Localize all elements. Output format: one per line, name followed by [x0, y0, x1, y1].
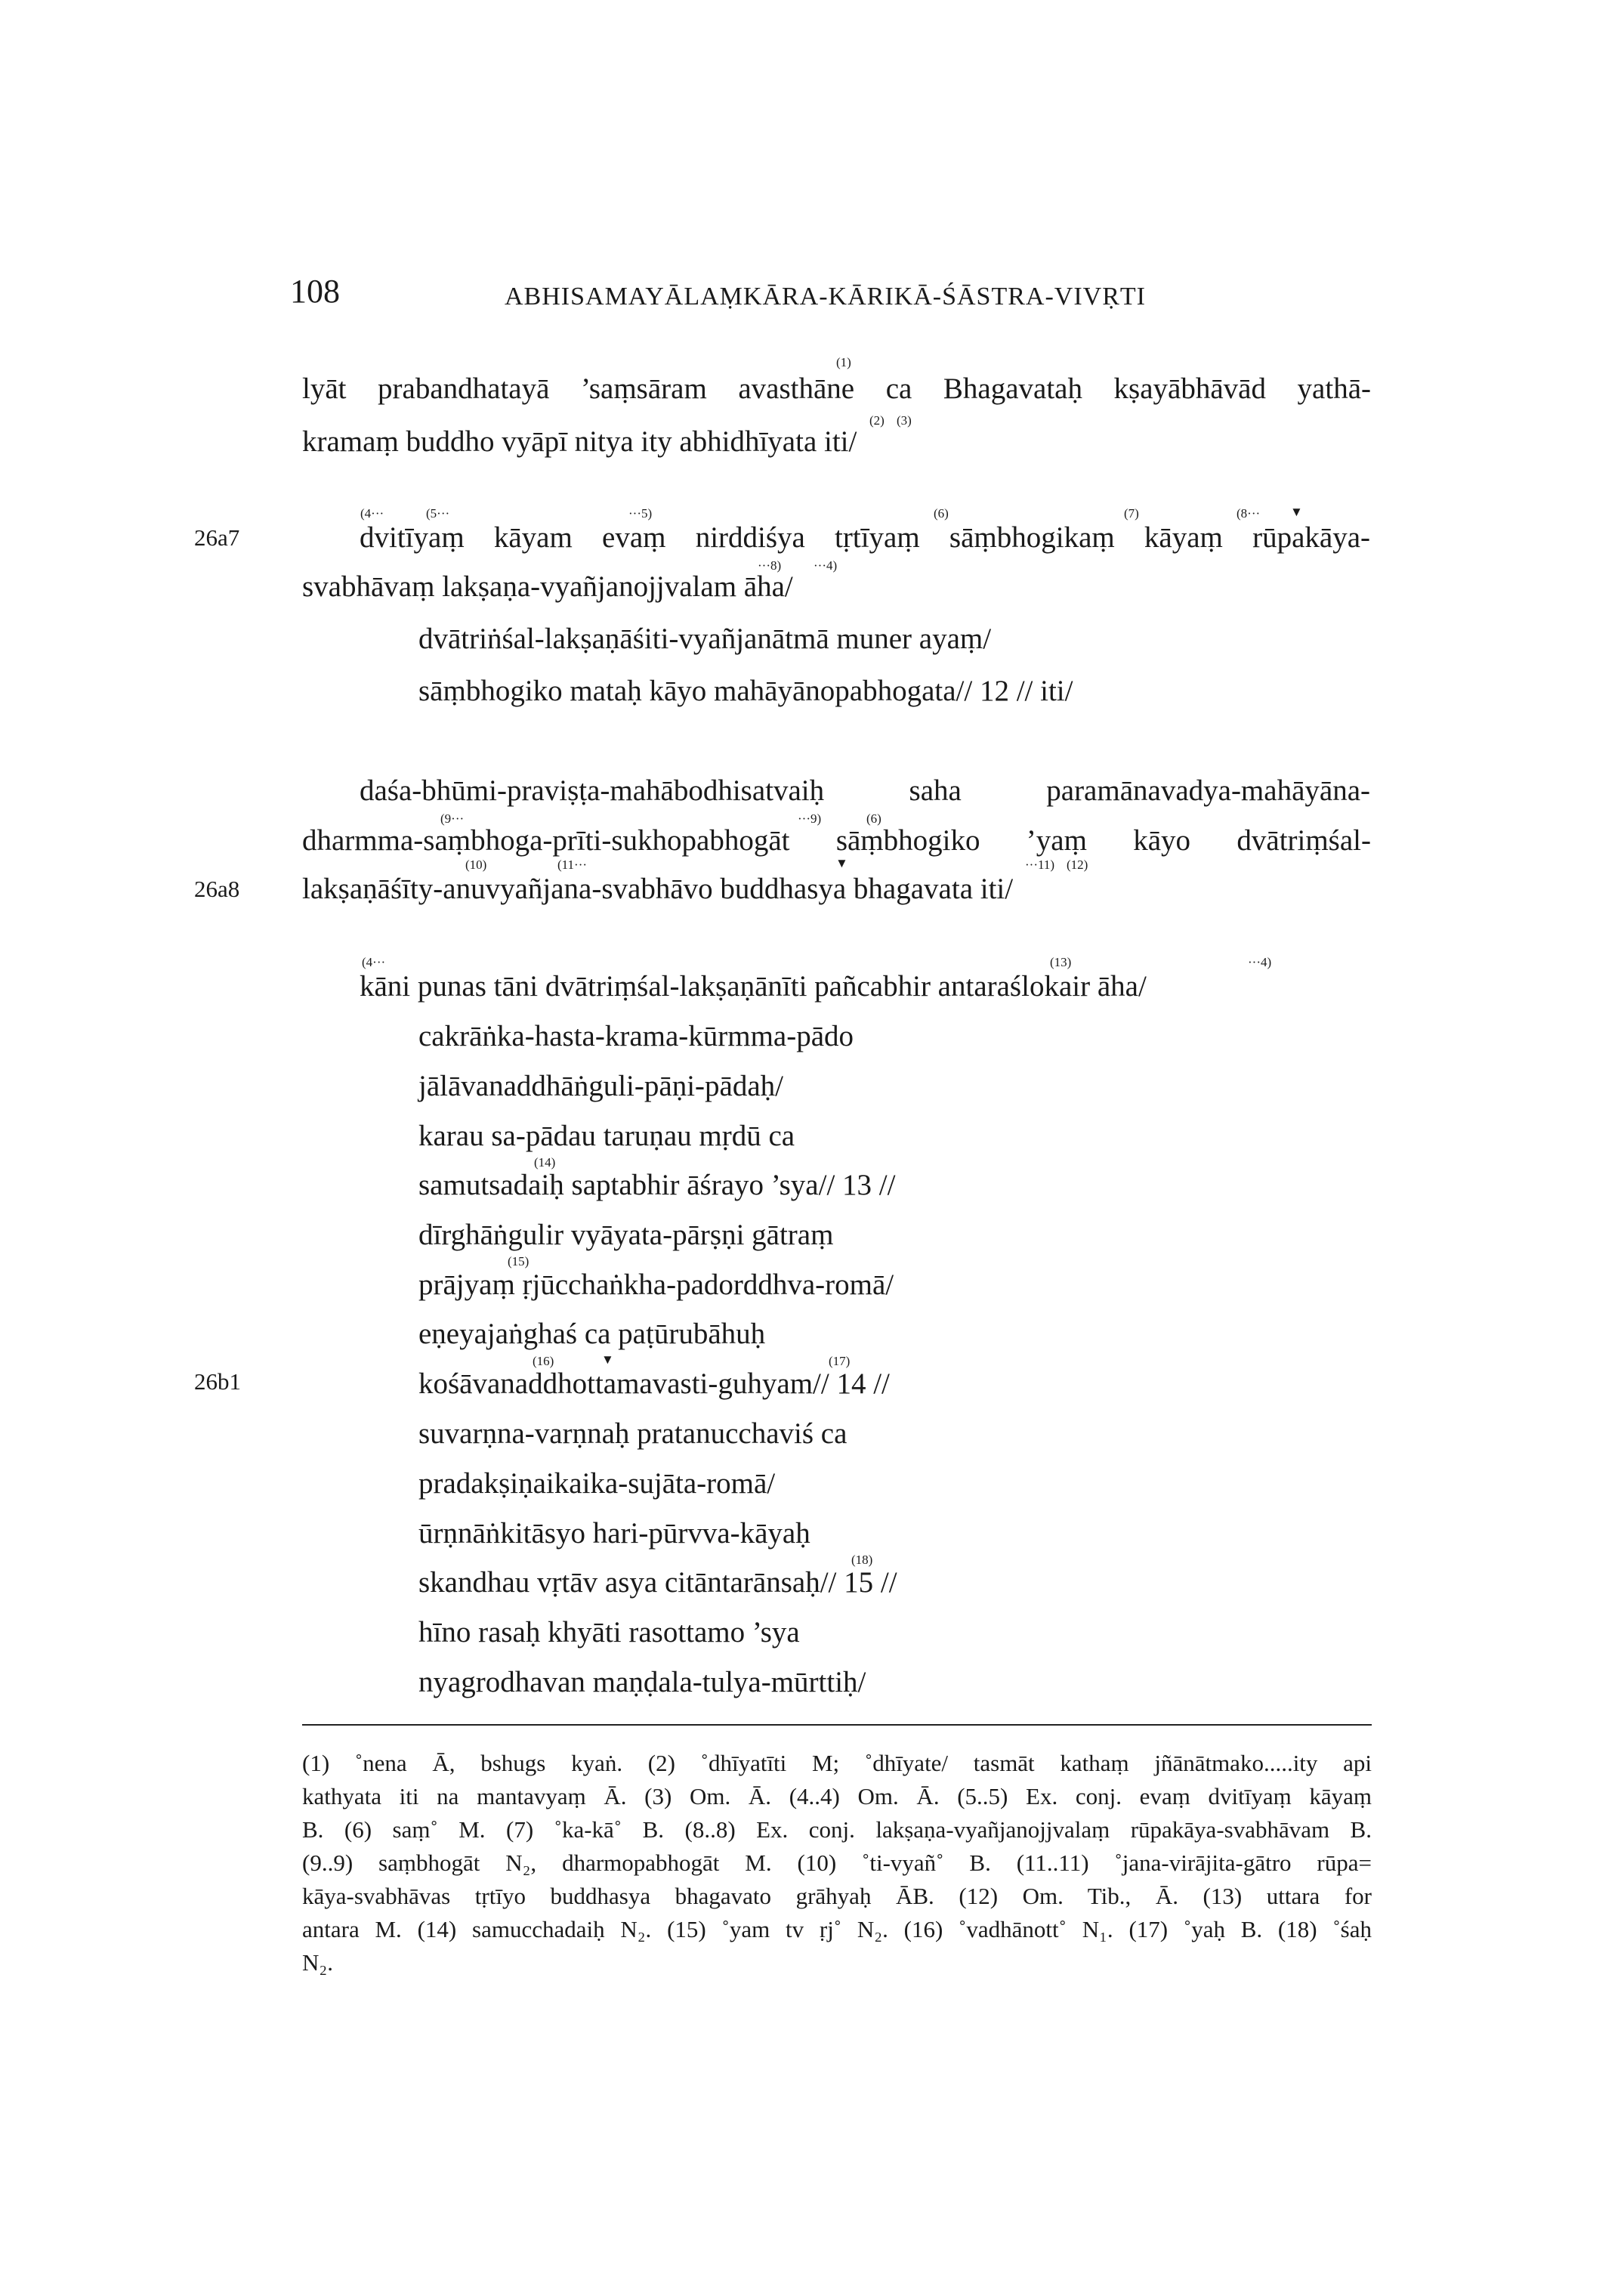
- verse-line: skandhau vṛtāv asya citāntarānsaḥ// 15 //: [418, 1566, 897, 1599]
- running-title: ABHISAMAYĀLAṂKĀRA-KĀRIKĀ-ŚĀSTRA-VIVṚTI: [505, 283, 1146, 311]
- note-mark: (11···: [557, 858, 588, 872]
- note-mark: (10): [465, 858, 487, 872]
- verse-line: ūrṇnāṅkitāsyo hari-pūrvva-kāyaḥ: [418, 1517, 810, 1550]
- text-line: lyāt prabandhatayā ’saṃsāram avasthāne ca Bhagavataḥ kṣayābhāvād yathā-: [302, 372, 1371, 405]
- footnote-line: (1) ˚nena Ā, bshugs kyaṅ. (2) ˚dhīyatīti M; ˚dhīyate/ tasmāt kathaṃ jñānātmako.....ity api: [302, 1750, 1372, 1776]
- text-line: svabhāvaṃ lakṣaṇa-vyañjanojjvalam āha/: [302, 570, 793, 603]
- verse-line: dīrghāṅgulir vyāyata-pārṣṇi gātraṃ: [418, 1219, 834, 1251]
- verse-line: samutsadaiḥ saptabhir āśrayo ’sya// 13 //: [418, 1169, 896, 1201]
- note-arrow: ▼: [601, 1352, 614, 1367]
- footnote-rule: [302, 1724, 1372, 1726]
- text-line: kāni punas tāni dvātriṃśal-lakṣaṇānīti pañcabhir antaraślokair āha/: [360, 970, 1147, 1003]
- margin-ref-26a8: 26a8: [194, 876, 240, 902]
- note-mark: ···5): [628, 506, 653, 521]
- note-mark: (16): [533, 1354, 554, 1368]
- note-mark: ···4): [814, 558, 838, 573]
- note-mark: ···11): [1025, 858, 1055, 872]
- verse-line: kośāvanaddhottamavasti-guhyam// 14 //: [418, 1367, 890, 1400]
- verse-line: prājyaṃ ṛjūcchaṅkha-padorddhva-romā/: [418, 1269, 894, 1301]
- note-mark: ···4): [1248, 955, 1272, 969]
- note-mark: (4···: [360, 506, 384, 521]
- footnote-line: B. (6) saṃ˚ M. (7) ˚ka-kā˚ B. (8..8) Ex. conj. lakṣaṇa-vyañjanojjvalaṃ rūpakāya-svabhāvam B.: [302, 1816, 1372, 1843]
- note-mark: (3): [897, 413, 912, 428]
- note-mark: (7): [1124, 506, 1139, 521]
- verse-line: eṇeyajaṅghaś ca paṭūrubāhuḥ: [418, 1318, 766, 1350]
- page-number: 108: [290, 273, 340, 310]
- note-mark: (6): [934, 506, 949, 521]
- footnote-line: antara M. (14) samucchadaiḥ N₂. (15) ˚yam tv ṛj˚ N₂. (16) ˚vadhānott˚ N₁. (17) ˚yaḥ B. (18) ˚śaḥ: [302, 1916, 1372, 1942]
- verse-line: nyagrodhavan maṇḍala-tulya-mūrttiḥ/: [418, 1666, 866, 1698]
- verse-line: cakrāṅka-hasta-krama-kūrmma-pādo: [418, 1020, 854, 1052]
- text-line: dvitīyaṃ kāyam evaṃ nirddiśya tṛtīyaṃ sāṃbhogikaṃ kāyaṃ rūpakāya-: [360, 521, 1370, 554]
- note-mark: (2): [869, 413, 885, 428]
- text-line: lakṣaṇāśīty-anuvyañjana-svabhāvo buddhasya bhagavata iti/: [302, 873, 1014, 905]
- note-mark: (13): [1050, 955, 1072, 969]
- note-mark: (17): [829, 1354, 851, 1368]
- note-arrow: ▼: [1290, 505, 1303, 519]
- note-mark: (18): [851, 1553, 873, 1567]
- note-mark: (8···: [1237, 506, 1261, 521]
- verse-line: pradakṣiṇaikaika-sujāta-romā/: [418, 1467, 776, 1500]
- text-line: dharmma-saṃbhoga-prīti-sukhopabhogāt sāṃbhogiko ’yaṃ kāyo dvātriṃśal-: [302, 824, 1371, 857]
- text-line: kramaṃ buddho vyāpī nitya ity abhidhīyata iti/: [302, 425, 857, 458]
- footnote-line: (9..9) saṃbhogāt N₂, dharmopabhogāt M. (10) ˚ti-vyañ˚ B. (11..11) ˚jana-virājita-gātro rūpa=: [302, 1849, 1372, 1876]
- note-mark: (1): [836, 355, 851, 369]
- verse-line: suvarṇna-varṇnaḥ pratanucchaviś ca: [418, 1417, 848, 1450]
- note-mark: (5···: [426, 506, 450, 521]
- verse-line: dvātriṅśal-lakṣaṇāśiti-vyañjanātmā muner ayaṃ/: [418, 623, 992, 655]
- footnote-line: N₂.: [302, 1949, 333, 1976]
- note-mark: ···8): [758, 558, 782, 573]
- text-line: daśa-bhūmi-praviṣṭa-mahābodhisatvaiḥ saha paramānavadya-mahāyāna-: [360, 774, 1370, 807]
- note-mark: (14): [534, 1155, 556, 1170]
- note-mark: (15): [508, 1254, 529, 1269]
- note-mark: (4···: [362, 955, 386, 969]
- footnote-line: kāya-svabhāvas tṛtīyo buddhasya bhagavato grāhyaḥ ĀB. (12) Om. Tib., Ā. (13) uttara for: [302, 1883, 1372, 1909]
- verse-line: sāṃbhogiko mataḥ kāyo mahāyānopabhogata// 12 // iti/: [418, 675, 1073, 707]
- verse-line: hīno rasaḥ khyāti rasottamo ’sya: [418, 1616, 800, 1649]
- verse-line: karau sa-pādau taruṇau mṛdū ca: [418, 1120, 795, 1152]
- verse-line: jālāvanaddhāṅguli-pāṇi-pādaḥ/: [418, 1070, 783, 1102]
- margin-ref-26a7: 26a7: [194, 524, 240, 551]
- note-mark: (12): [1067, 858, 1088, 872]
- note-arrow: ▼: [835, 856, 848, 870]
- footnote-line: kathyata iti na mantavyaṃ Ā. (3) Om. Ā. (4..4) Om. Ā. (5..5) Ex. conj. evaṃ dvitīyaṃ kāyaṃ: [302, 1783, 1372, 1809]
- note-mark: (6): [866, 811, 881, 826]
- margin-ref-26b1: 26b1: [194, 1368, 241, 1395]
- note-mark: ···9): [798, 811, 822, 826]
- note-mark: (9···: [440, 811, 465, 826]
